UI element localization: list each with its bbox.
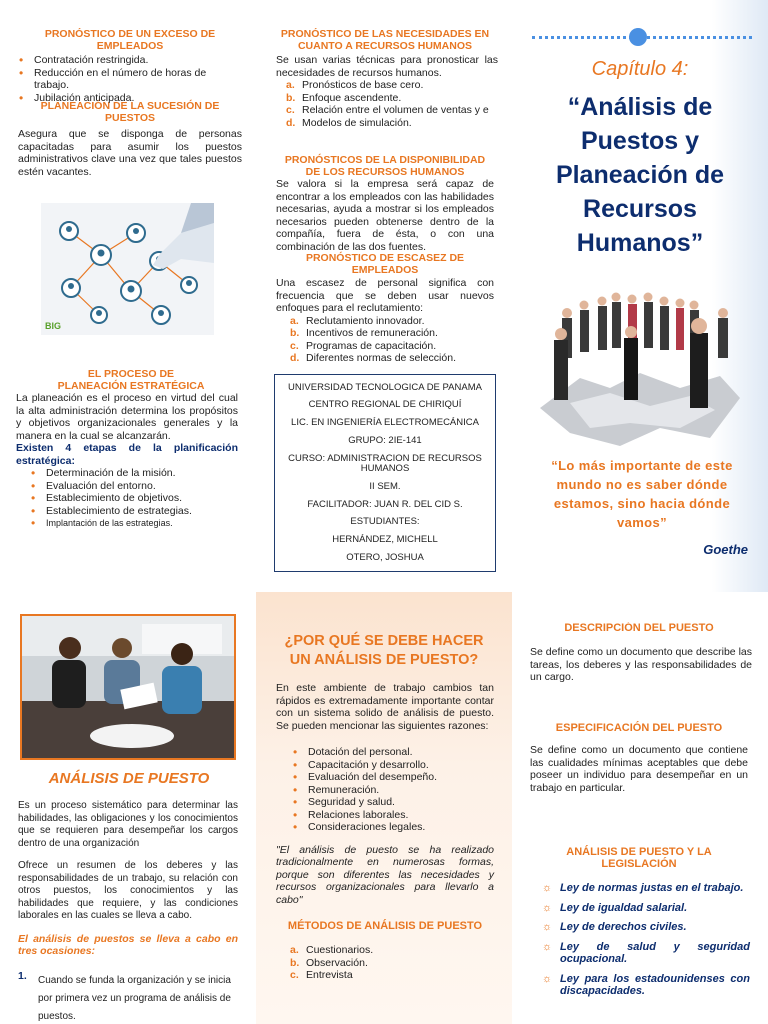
occasion-item: 1. Cuando se funda la organización y se inicia por primera vez un programa de análisis de puestos. (18, 969, 231, 1022)
card-line: OTERO, JOSHUA (346, 551, 424, 563)
definition-text: Es un proceso sistemático para determinar las habilidades, las obligaciones y los conocimientos que se requieren para desempeñar los cargos dentro de una organización (18, 800, 238, 849)
list-item: b. Enfoque ascendente. (286, 91, 402, 104)
meeting-illustration (22, 616, 234, 758)
list-item: • Establecimiento de estrategias. (28, 505, 238, 518)
list-item: • Jubilación anticipada. (16, 92, 244, 105)
list-item: • Relaciones laborales. (290, 809, 494, 822)
list-item: d. Diferentes normas de selección. (290, 352, 456, 364)
sun-icon: ☼ (542, 940, 553, 953)
laws-list (526, 882, 750, 1005)
excess-title: PRONÓSTICO DE UN EXCESO DE EMPLEADOS (44, 28, 216, 52)
card-line: CENTRO REGIONAL DE CHIRIQUÍ (308, 399, 462, 411)
list-item: • Consideraciones legales. (290, 821, 494, 834)
shortage-list (276, 315, 494, 365)
panel-why-analysis (256, 592, 512, 1024)
occasions-title: El análisis de puestos se lleva a cabo en tres ocasiones: (18, 932, 238, 957)
availability-title: PRONÓSTICOS DE LA DISPONIBILIDAD DE LOS RECURSOS HUMANOS (284, 154, 486, 178)
excess-list (16, 54, 244, 104)
list-item: ☼ Ley de derechos civiles. (542, 921, 687, 933)
list-item: a. Pronósticos de base cero. (286, 79, 424, 91)
why-text: En este ambiente de trabajo cambios tan rápidos es extremadamente importante contar con un sistema solido de análisis de puesto. Se pueden mencionar las siguientes razones: (276, 682, 494, 732)
list-item: • Implantación de las estrategias. (28, 517, 238, 530)
chapter-label: Capítulo 4: (591, 58, 689, 80)
list-item: a. Reclutamiento innovador. (290, 314, 425, 327)
availability-text: Se valora si la empresa será capaz de encontrar a los empleados con las habilidades necesarias, ayuda a mostrar si los empleados necesarios pueden obtenerse dentro de la compañía, fuera de ésta, o con una combinación de las dos fuentes. (276, 178, 494, 253)
reasons-list (276, 746, 494, 834)
card-line: FACILITADOR: JUAN R. DEL CID S. (307, 498, 463, 510)
needs-text: Se usan varias técnicas para pronosticar las necesidades de recursos humanos. (276, 54, 498, 79)
card-line: GRUPO: 2IE-141 (348, 434, 422, 446)
list-item: ☼ Ley de salud y seguridad ocupacional. (542, 940, 750, 965)
panel-forecasts-middle (272, 28, 498, 573)
succession-title: PLANEACIÓN DE LA SUCESIÓN DE PUESTOS (40, 100, 220, 124)
list-item: d. Modelos de simulación. (286, 116, 412, 129)
legislation-title: ANÁLISIS DE PUESTO Y LA LEGISLACIÓN (566, 846, 712, 870)
process-text: La planeación es el proceso en virtud del cual la alta administración determina los propósitos y objetivos organizacionales generales y la manera en la cual se alcanzarán. (16, 392, 238, 442)
list-item: c. Entrevista (290, 969, 353, 981)
list-item: c. Programas de capacitación. (290, 339, 437, 352)
needs-title: PRONÓSTICO DE LAS NECESIDADES EN CUANTO A RECURSOS HUMANOS (280, 28, 490, 52)
description-title: DESCRIPCIÓN DEL PUESTO (564, 622, 714, 634)
card-line: II SEM. (369, 480, 401, 492)
list-item: • Remuneración. (290, 784, 494, 797)
stages-list (16, 467, 238, 530)
succession-text: Asegura que se disponga de personas capacitadas para asumir los puestos administrativos clave una vez que tales puestos estén vacantes. (18, 128, 242, 178)
shortage-text: Una escasez de personal significa con frecuencia que se deben usar nuevos enfoques para el reclutamiento: (276, 277, 494, 314)
card-line: ESTUDIANTES: (350, 516, 420, 528)
list-item: • Seguridad y salud. (290, 796, 494, 809)
sun-icon: ☼ (542, 901, 553, 914)
sun-icon: ☼ (542, 921, 553, 933)
quote-author: Goethe (703, 542, 748, 557)
people-illustration (540, 288, 740, 448)
list-item: ☼ Ley de igualdad salarial. (542, 901, 688, 914)
methods-list (276, 944, 494, 982)
card-line: HERNÁNDEZ, MICHELL (332, 534, 438, 546)
big-logo-text: BIG (45, 321, 62, 331)
summary-text: Ofrece un resumen de los deberes y las responsabilidades de un trabajo, su relación con otros puestos, los conocimientos y las habilidades que requiere, y las condiciones laborales en las cuales se lleva a cabo. (18, 860, 238, 921)
panel-forecasts-left (16, 28, 244, 568)
list-item: ☼ Ley para los estadounidenses con discapacidades. (542, 972, 750, 997)
list-item: a. Cuestionarios. (290, 944, 374, 956)
cover-quote: “Lo más importante de este mundo no es saber dónde estamos, sino hacia dónde vamos” (551, 458, 733, 530)
divider-dot (629, 28, 647, 46)
list-item: • Reducción en el número de horas de trabajo. (16, 67, 244, 92)
why-title: ¿POR QUÉ SE DEBE HACER UN ANÁLISIS DE PUESTO? (284, 633, 484, 668)
panel-job-description (526, 622, 752, 1024)
methods-title: MÉTODOS DE ANÁLISIS DE PUESTO (287, 920, 483, 932)
network-image (41, 203, 214, 335)
needs-list (272, 79, 498, 129)
card-line: UNIVERSIDAD TECNOLOGICA DE PANAMA (288, 381, 482, 393)
shortage-title: PRONÓSTICO DE ESCASEZ DE EMPLEADOS (305, 252, 465, 276)
cover-title: “Análisis de Puestos y Planeación de Recursos Humanos” (555, 93, 725, 257)
list-item: ☼ Ley de normas justas en el trabajo. (542, 882, 744, 894)
list-item: c. Relación entre el volumen de ventas y e (286, 104, 489, 116)
university-card (274, 374, 496, 572)
list-item: • Evaluación del desempeño. (290, 771, 494, 784)
list-item: • Capacitación y desarrollo. (290, 759, 494, 772)
panel-job-analysis (16, 612, 242, 1024)
description-text: Se define como un documento que describe las tareas, los deberes y las responsabilidades de un cargo. (530, 646, 752, 683)
meeting-photo (20, 614, 236, 760)
list-item: b. Observación. (290, 956, 368, 969)
specification-text: Se define como un documento que contiene las cualidades mínimas aceptables que debe poseer un individuo para desempeñar en un trabajo en particular. (530, 744, 748, 794)
list-item: • Evaluación del entorno. (28, 480, 238, 493)
panel-cover (512, 0, 768, 592)
stages-title: Existen 4 etapas de la planificación estratégica: (16, 442, 238, 467)
list-item: • Contratación restringida. (16, 54, 244, 67)
list-item: • Establecimiento de objetivos. (28, 492, 238, 505)
network-illustration (41, 203, 214, 335)
list-item: • Determinación de la misión. (28, 467, 238, 480)
card-line: LIC. EN INGENIERÍA ELECTROMECÁNICA (291, 417, 479, 429)
list-item: • Dotación del personal. (290, 746, 494, 759)
card-line: CURSO: ADMINISTRACION DE RECURSOS HUMANOS (288, 452, 482, 475)
people-puzzle-image (540, 288, 740, 448)
specification-title: ESPECIFICACIÓN DEL PUESTO (555, 722, 723, 734)
sun-icon: ☼ (542, 972, 553, 985)
sun-icon: ☼ (542, 882, 553, 894)
list-item: b. Incentivos de remuneración. (290, 327, 438, 339)
analysis-quote: "El análisis de puesto se ha realizado tradicionalmente en numerosas formas, porque son diferentes las necesidades y recursos organizacionales para llevarlo a cabo" (276, 843, 494, 906)
section-title: ANÁLISIS DE PUESTO (48, 770, 210, 787)
process-title: EL PROCESO DE PLANEACIÓN ESTRATÉGICA (57, 368, 205, 392)
